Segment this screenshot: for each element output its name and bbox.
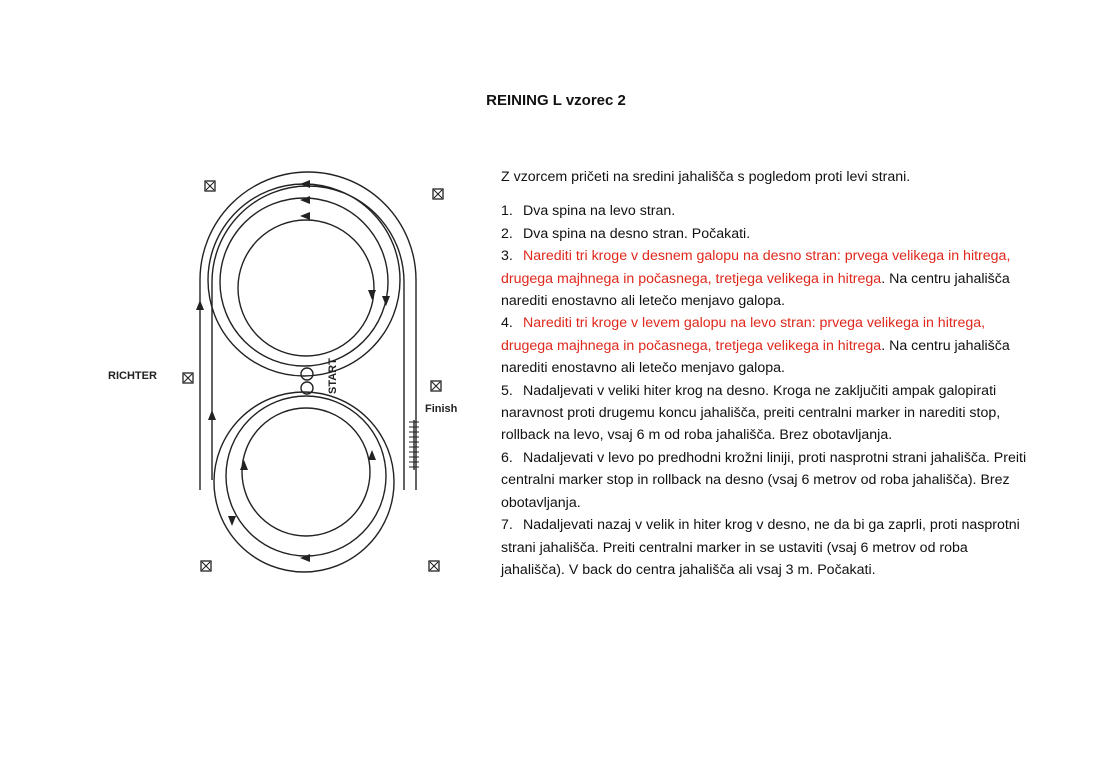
step-text: . Na centru jahališča narediti enostavno ali letečo menjavo galopa. — [501, 337, 1010, 377]
top-small-circle — [238, 220, 374, 356]
step-number: 6. — [501, 449, 513, 466]
step-item — [501, 380, 1031, 447]
step-item — [501, 312, 1031, 379]
step-number: 5. — [501, 382, 513, 399]
boxed-x-marker-icon — [201, 561, 211, 571]
step-text: Dva spina na levo stran. — [523, 203, 676, 220]
boxed-x-marker-icon — [431, 381, 441, 391]
arrow-icon — [228, 516, 236, 526]
step-item — [501, 245, 1031, 312]
step-number: 2. — [501, 225, 513, 242]
pattern-svg — [100, 170, 480, 590]
arrow-icon — [196, 300, 204, 310]
step-text: Nadaljevati v veliki hiter krog na desno. Kroga ne zaključiti ampak galopirati naravnost proti drugemu koncu jahališča, preiti centralni marker in narediti stop, rollback na levo, vsaj 6 m od roba jahališča. Brez obotavljanja. — [501, 382, 1001, 444]
arrow-icon — [240, 460, 248, 470]
bottom-large-circle-1 — [214, 392, 394, 572]
step-number: 7. — [501, 517, 513, 534]
page-title: REINING L vzorec 2 — [486, 92, 626, 109]
spin-loop-top — [301, 368, 313, 380]
reining-pattern-diagram — [100, 170, 480, 590]
step-highlight-text: Narediti tri kroge v desnem galopu na desno stran: prvega velikega in hitrega, drugega majhnega in počasnega, tretjega velikega in hitrega — [501, 248, 1011, 287]
boxed-x-marker-icon — [183, 373, 193, 383]
arrow-icon — [208, 410, 216, 420]
intro-text: Z vzorcem pričeti na sredini jahališča s pogledom proti levi strani. — [501, 169, 911, 185]
arrow-icon — [300, 212, 310, 220]
arrow-icon — [368, 450, 376, 460]
step-text: Nadaljevati nazaj v velik in hiter krog v desno, ne da bi ga zaprli, proti nasprotni strani jahališča. Preiti centralni marker in se ustaviti (vsaj 6 metrov od roba jahališča). V back do centra jahališča ali vsaj 3 m. Počakati. — [501, 517, 1020, 578]
step-number: 3. — [501, 248, 513, 265]
steps-list — [501, 200, 1031, 581]
boxed-x-marker-icon — [433, 189, 443, 199]
step-number: 1. — [501, 203, 513, 220]
boxed-x-marker-icon — [429, 561, 439, 571]
arrow-icon — [300, 196, 310, 204]
step-highlight-text: Narediti tri kroge v levem galopu na levo stran: prvega velikega in hitrega, drugega majhnega in počasnega, tretjega velikega in hitrega — [501, 315, 986, 354]
pattern-instructions — [501, 166, 1031, 581]
step-number: 4. — [501, 315, 513, 332]
step-text: Dva spina na desno stran. Počakati. — [523, 225, 751, 242]
step-item — [501, 200, 1031, 222]
step-item — [501, 514, 1031, 581]
step-item — [501, 447, 1031, 514]
start-label: START — [327, 358, 339, 394]
step-item — [501, 223, 1031, 245]
bottom-large-circle-2 — [226, 396, 386, 556]
bottom-small-circle — [242, 408, 370, 536]
richter-label: RICHTER — [108, 370, 157, 382]
arrow-icon — [382, 296, 390, 306]
step-text: . Na centru jahališča narediti enostavno ali letečo menjavo galopa. — [501, 270, 1010, 310]
finish-label: Finish — [425, 403, 458, 415]
step-text: Nadaljevati v levo po predhodni krožni liniji, proti nasprotni strani jahališča. Preiti centralni marker stop in rollback na desno (vsaj 6 metrov od roba jahališča). Brez obotavljanja. — [501, 449, 1027, 511]
top-large-circle-1 — [208, 184, 400, 376]
top-large-circle-2 — [220, 198, 388, 366]
arrow-icon — [368, 290, 376, 300]
boxed-x-marker-icon — [205, 181, 215, 191]
